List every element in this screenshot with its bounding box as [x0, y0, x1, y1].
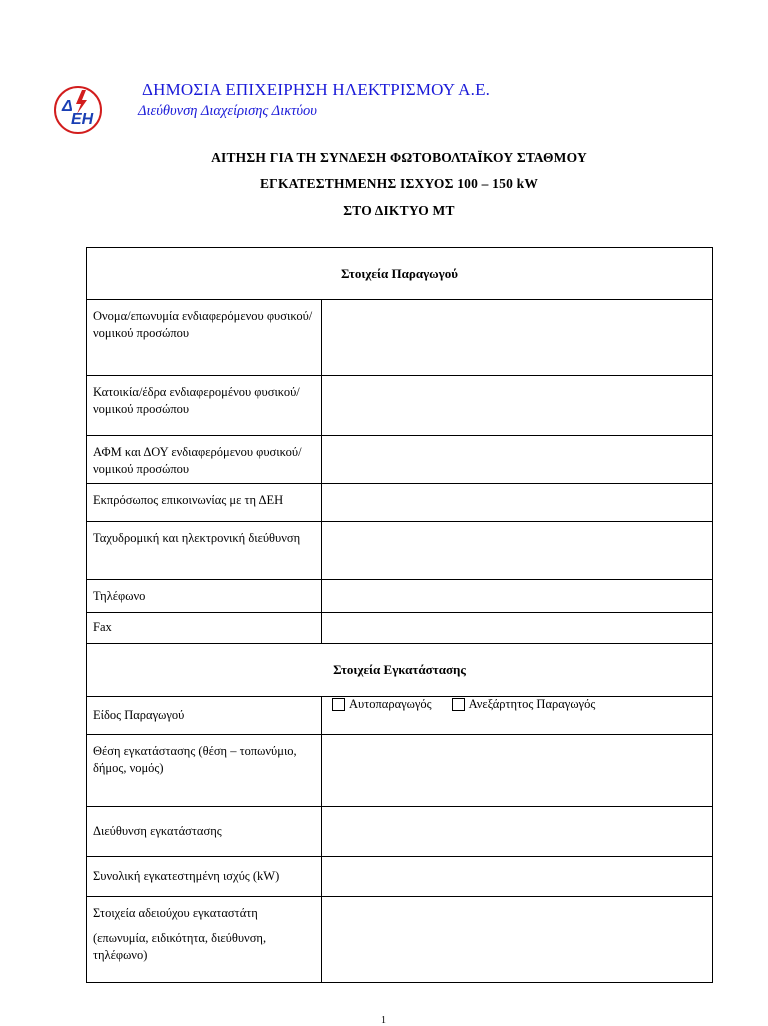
field-input-location[interactable] — [322, 735, 713, 807]
field-label-fax: Fax — [87, 613, 322, 644]
form-row — [87, 613, 713, 644]
svg-text:Δ: Δ — [62, 98, 73, 115]
field-input-name[interactable] — [322, 300, 713, 376]
checkbox-independent-producer[interactable] — [452, 698, 465, 711]
form-row — [87, 735, 713, 807]
installer-note: (επωνυμία, ειδικότητα, διεύθυνση, τηλέφωνο) — [93, 931, 267, 962]
option-self-producer-label: Αυτοπαραγωγός — [349, 697, 432, 711]
field-label-total-power: Συνολική εγκατεστημένη ισχύς (kW) — [87, 857, 322, 897]
field-label-location: Θέση εγκατάστασης (θέση – τοπωνύμιο, δήμος, νομός) — [87, 735, 322, 807]
document-title-line-1: ΑΙΤΗΣΗ ΓΙΑ ΤΗ ΣΥΝΔΕΣΗ ΦΩΤΟΒΟΛΤΑΪΚΟΥ ΣΤΑΘΜΟΥ — [211, 150, 587, 165]
field-input-phone[interactable] — [322, 580, 713, 613]
field-input-install-address[interactable] — [322, 807, 713, 857]
field-input-address[interactable] — [322, 522, 713, 580]
section-header-producer: Στοιχεία Παραγωγού — [87, 248, 713, 300]
application-form-table — [86, 247, 713, 983]
form-row — [87, 376, 713, 436]
form-row — [87, 580, 713, 613]
form-row — [87, 522, 713, 580]
field-label-name: Ονομα/επωνυμία ενδιαφερόμενου φυσικού/νομικού προσώπου — [87, 300, 322, 376]
checkbox-self-producer[interactable] — [332, 698, 345, 711]
field-label-residence: Κατοικία/έδρα ενδιαφερομένου φυσικού/νομικού προσώπου — [87, 376, 322, 436]
field-label-address: Ταχυδρομική και ηλεκτρονική διεύθυνση — [87, 522, 322, 580]
field-input-representative[interactable] — [322, 484, 713, 522]
form-row — [87, 697, 713, 735]
form-row — [87, 484, 713, 522]
document-title-line-2: ΕΓΚΑΤΕΣΤΗΜΕΝΗΣ ΙΣΧΥΟΣ 100 – 150 kW — [259, 176, 539, 191]
svg-text:ΕΗ: ΕΗ — [71, 111, 94, 128]
form-row — [87, 300, 713, 376]
field-input-residence[interactable] — [322, 376, 713, 436]
field-label-afm: ΑΦΜ και ΔΟΥ ενδιαφερόμενου φυσικού/νομικού προσώπου — [87, 436, 322, 484]
deh-logo — [52, 84, 104, 136]
producer-type-options — [322, 697, 713, 735]
field-input-installer[interactable] — [322, 897, 713, 983]
field-label-representative: Εκπρόσωπος επικοινωνίας με τη ΔΕΗ — [87, 484, 322, 522]
section-row-producer — [87, 248, 713, 300]
page-number: 1 — [381, 1015, 386, 1026]
form-row — [87, 436, 713, 484]
section-row-installation — [87, 644, 713, 697]
field-input-fax[interactable] — [322, 613, 713, 644]
option-independent-producer[interactable] — [452, 697, 596, 712]
document-title-line-3: ΣΤΟ ΔΙΚΤΥΟ ΜΤ — [343, 203, 455, 218]
form-row — [87, 807, 713, 857]
option-independent-producer-label: Ανεξάρτητος Παραγωγός — [468, 697, 596, 711]
field-label-producer-type: Είδος Παραγωγού — [87, 697, 322, 735]
field-label-install-address: Διεύθυνση εγκατάστασης — [87, 807, 322, 857]
form-row — [87, 897, 713, 983]
installer-label: Στοιχεία αδειούχου εγκαταστάτη — [93, 906, 258, 920]
field-label-phone: Τηλέφωνο — [87, 580, 322, 613]
field-input-afm[interactable] — [322, 436, 713, 484]
form-row — [87, 857, 713, 897]
organization-name: ΔΗΜΟΣΙΑ ΕΠΙΧΕΙΡΗΣΗ ΗΛΕΚΤΡΙΣΜΟΥ Α.Ε. — [142, 80, 491, 99]
section-header-installation: Στοιχεία Εγκατάστασης — [87, 644, 713, 697]
option-self-producer[interactable] — [332, 697, 432, 712]
division-name: Διεύθυνση Διαχείρισης Δικτύου — [138, 103, 317, 119]
field-label-installer — [87, 897, 322, 983]
field-input-total-power[interactable] — [322, 857, 713, 897]
